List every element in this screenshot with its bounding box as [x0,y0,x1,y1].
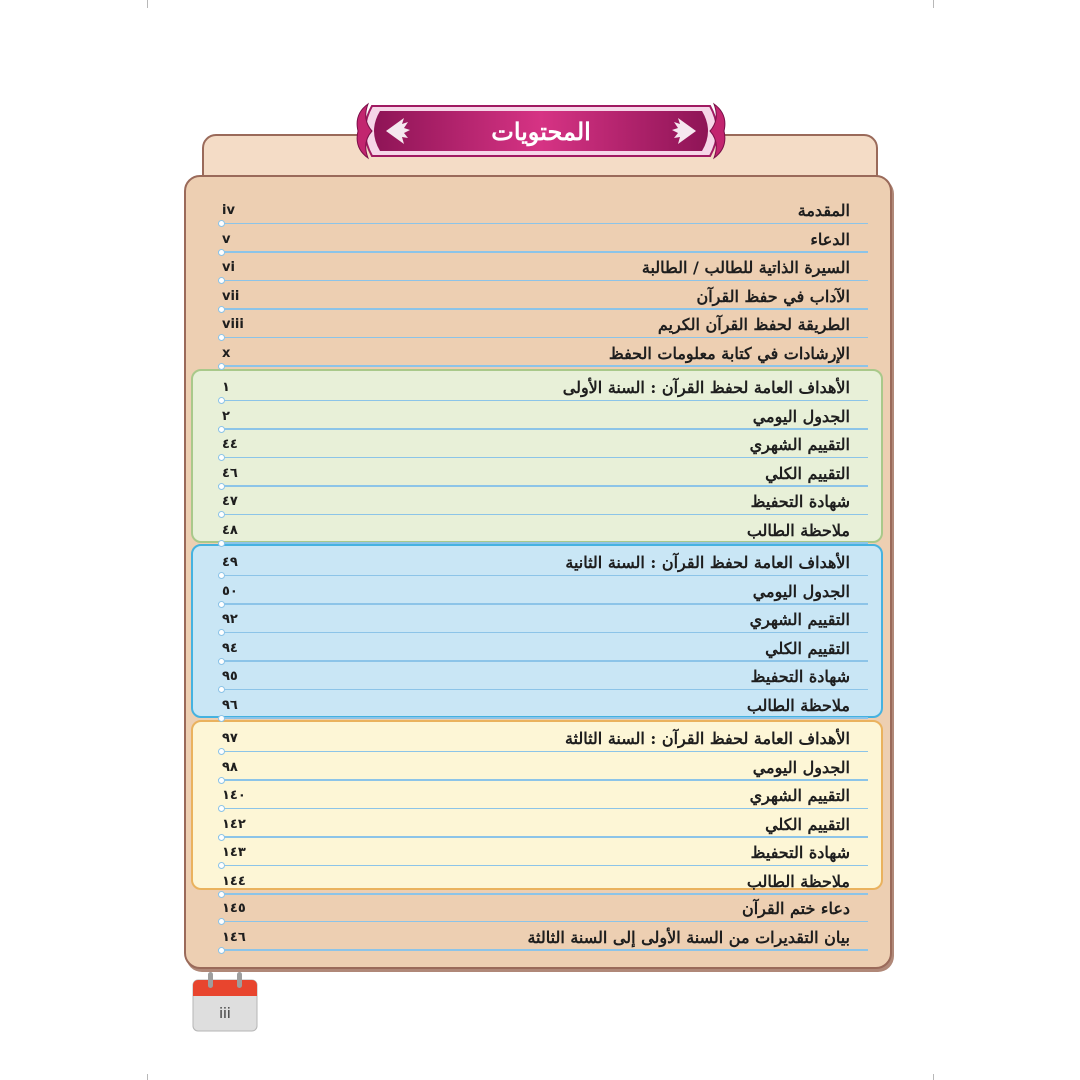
toc-entry-title: الأهداف العامة لحفظ القرآن : السنة الثانية [565,553,850,572]
toc-row[interactable] [218,254,868,281]
toc-entry-title: ملاحظة الطالب [746,520,850,540]
toc-entry-page: ١٤٣ [222,845,246,860]
toc-entry-title: شهادة التحفيظ [750,492,850,511]
row-divider [218,921,868,923]
crop-mark [147,0,148,8]
crop-mark [147,1074,148,1080]
toc-entry-page: x [222,345,231,361]
toc-entry-title: التقييم الكلي [765,638,850,658]
row-divider [218,223,868,225]
toc-entry-page: vi [222,260,235,275]
toc-row[interactable] [218,811,868,838]
toc-entry-title: الجدول اليومي [752,406,850,426]
toc-entry-page: ٩٦ [222,697,238,713]
row-divider [218,717,868,719]
toc-entry-title: التقييم الشهري [749,435,850,454]
toc-row[interactable] [218,663,868,690]
toc-entry-page: ٤٩ [222,555,238,570]
row-divider [218,337,868,339]
toc-entry-page: ١٤٢ [222,816,246,832]
crop-mark [933,1074,934,1080]
toc-row[interactable] [218,782,868,809]
toc-entry-title: الدعاء [810,229,850,249]
row-divider [218,542,868,544]
toc-row[interactable] [218,754,868,781]
toc-entry-page: ١٤٠ [222,788,246,803]
toc-entry-page: ٤٧ [222,494,238,509]
toc-entry-title: الإرشادات في كتابة معلومات الحفظ [608,343,850,363]
row-divider [218,251,868,253]
toc-row[interactable] [218,868,868,895]
toc-row[interactable] [218,403,868,430]
toc-entry-page: viii [222,317,244,332]
toc-entry-page: ١٤٤ [222,873,246,889]
toc-entry-title: الجدول اليومي [752,581,850,601]
toc-entry-page: ٩٢ [222,612,238,627]
row-divider [218,485,868,487]
toc-row[interactable] [218,692,868,719]
toc-row[interactable] [218,283,868,310]
row-dot [218,947,225,954]
page-number: iii [219,1006,231,1022]
toc-entry-title: التقييم الكلي [765,463,850,483]
toc-entry-page: ٤٤ [222,437,238,452]
toc-entry-page: ١ [222,380,230,395]
row-divider [218,660,868,662]
row-divider [218,280,868,282]
toc-row[interactable] [218,725,868,752]
toc-entry-title: ملاحظة الطالب [746,871,850,891]
toc-row[interactable] [218,226,868,253]
toc-row[interactable] [218,635,868,662]
row-divider [218,514,868,516]
toc-entry-title: التقييم الشهري [749,610,850,629]
toc-entry-page: ٩٨ [222,759,238,775]
toc-entry-title: دعاء ختم القرآن [741,899,850,918]
toc-entry-title: الآداب في حفظ القرآن [696,286,850,306]
toc-entry-page: ٥٠ [222,583,238,599]
toc-entry-page: ٢ [222,408,230,424]
row-divider [218,949,868,951]
toc-row[interactable] [218,895,868,922]
toc-entry-page: vii [222,288,240,304]
crop-mark [933,0,934,8]
toc-entry-page: ٤٨ [222,522,238,538]
toc-entry-page: ١٤٦ [222,929,246,945]
toc-entry-title: الأهداف العامة لحفظ القرآن : السنة الثالثة [564,729,850,748]
row-divider [218,865,868,867]
row-dot [218,715,225,722]
toc-row[interactable] [218,578,868,605]
row-divider [218,457,868,459]
toc-entry-title: شهادة التحفيظ [750,843,850,862]
toc-row[interactable] [218,517,868,544]
row-divider [218,365,868,367]
toc-entry-page: ٩٤ [222,640,238,656]
toc-entry-page: ٤٦ [222,465,238,481]
toc-entry-page: ٩٥ [222,669,238,684]
toc-entry-title: المقدمة [797,201,850,220]
row-divider [218,575,868,577]
row-divider [218,808,868,810]
row-divider [218,603,868,605]
toc-row[interactable] [218,340,868,367]
toc-row[interactable] [218,549,868,576]
row-dot [218,540,225,547]
toc-entry-title: التقييم الكلي [765,814,850,834]
toc-row[interactable] [218,431,868,458]
row-divider [218,836,868,838]
toc-entry-title: التقييم الشهري [749,786,850,805]
row-dot [218,363,225,370]
toc-row[interactable] [218,460,868,487]
toc-entry-page: v [222,231,231,247]
toc-row[interactable] [218,374,868,401]
toc-entry-page: ١٤٥ [222,901,246,916]
toc-row[interactable] [218,311,868,338]
toc-entry-title: الطريقة لحفظ القرآن الكريم [657,315,850,334]
toc-entry-title: الجدول اليومي [752,757,850,777]
row-divider [218,308,868,310]
toc-row[interactable] [218,488,868,515]
page-title: المحتويات [491,116,591,146]
toc-entry-title: السيرة الذاتية للطالب / الطالبة [641,258,850,277]
row-divider [218,751,868,753]
toc-row[interactable] [218,839,868,866]
toc-entry-title: شهادة التحفيظ [750,667,850,686]
toc-entry-title: الأهداف العامة لحفظ القرآن : السنة الأولى [562,378,850,397]
row-divider [218,428,868,430]
row-divider [218,689,868,691]
toc-entry-title: بيان التقديرات من السنة الأولى إلى السنة الثالثة [527,927,850,947]
row-divider [218,400,868,402]
toc-entry-page: ٩٧ [222,731,238,746]
toc-row[interactable] [218,924,868,951]
row-divider [218,632,868,634]
row-divider [218,779,868,781]
toc-row[interactable] [218,197,868,224]
toc-row[interactable] [218,606,868,633]
toc-entry-title: ملاحظة الطالب [746,695,850,715]
toc-entry-page: iv [222,203,235,218]
